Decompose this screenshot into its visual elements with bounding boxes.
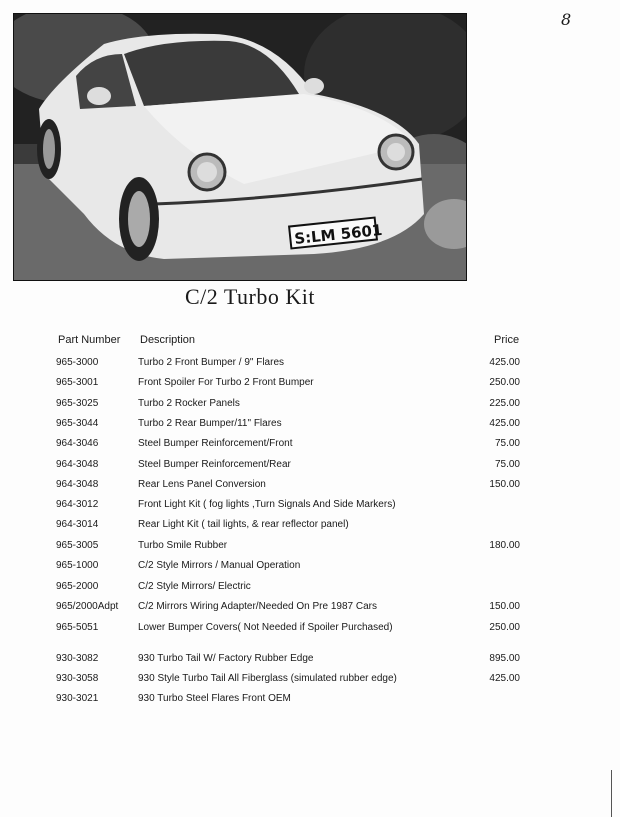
part-number: 964-3014 [56,519,99,530]
table-row [0,438,620,454]
part-number: 930-3021 [56,693,99,704]
table-row [0,479,620,495]
table-row [0,673,620,689]
description: C/2 Style Mirrors/ Electric [138,581,251,592]
part-number: 965-5051 [56,622,99,633]
table-row [0,519,620,535]
price: 225.00 [489,398,520,409]
part-number: 965-3005 [56,540,99,551]
page-number: 8 [561,10,572,29]
table-row [0,377,620,393]
description: 930 Style Turbo Tail All Fiberglass (simulated rubber edge) [138,673,397,684]
part-number: 965-3000 [56,357,99,368]
price: 250.00 [489,377,520,388]
table-row [0,357,620,373]
price: 425.00 [489,418,520,429]
price: 425.00 [489,357,520,368]
page-title: C/2 Turbo Kit [185,284,315,309]
table-row [0,459,620,475]
part-number: 965-3025 [56,398,99,409]
table-row [0,653,620,669]
price: 250.00 [489,622,520,633]
price: 150.00 [489,479,520,490]
license-plate: S:LM 5601 [293,220,384,249]
table-row [0,581,620,597]
price: 180.00 [489,540,520,551]
part-number: 965-3001 [56,377,99,388]
table-row [0,499,620,515]
description: 930 Turbo Tail W/ Factory Rubber Edge [138,653,314,664]
table-row [0,398,620,414]
description: Steel Bumper Reinforcement/Front [138,438,293,449]
description: Steel Bumper Reinforcement/Rear [138,459,291,470]
description: C/2 Style Mirrors / Manual Operation [138,560,301,571]
table-row [0,693,620,709]
column-header-part-number: Part Number [58,334,121,346]
part-number: 930-3058 [56,673,99,684]
price: 150.00 [489,601,520,612]
table-row [0,418,620,434]
table-row [0,560,620,576]
table-row [0,622,620,638]
description: Front Spoiler For Turbo 2 Front Bumper [138,377,314,388]
description: Turbo 2 Rear Bumper/11" Flares [138,418,282,429]
part-number: 965-1000 [56,560,99,571]
column-header-price: Price [494,334,520,346]
part-number: 964-3046 [56,438,99,449]
description: Front Light Kit ( fog lights ,Turn Signals And Side Markers) [138,499,396,510]
part-number: 965-2000 [56,581,99,592]
price: 75.00 [494,459,520,470]
table-row [0,601,620,617]
car-photo [13,13,467,281]
part-number: 930-3082 [56,653,99,664]
part-number: 964-3048 [56,459,99,470]
scan-edge-line [611,770,612,817]
description: 930 Turbo Steel Flares Front OEM [138,693,291,704]
description: Turbo 2 Rocker Panels [138,398,240,409]
description: Rear Light Kit ( tail lights, & rear reflector panel) [138,519,349,530]
description: C/2 Mirrors Wiring Adapter/Needed On Pre 1987 Cars [138,601,377,612]
price: 425.00 [489,673,520,684]
part-number: 964-3012 [56,499,99,510]
column-header-description: Description [140,334,196,346]
table-row [0,540,620,556]
description: Lower Bumper Covers( Not Needed if Spoiler Purchased) [138,622,393,633]
price: 895.00 [489,653,520,664]
description: Turbo 2 Front Bumper / 9" Flares [138,357,285,368]
part-number: 964-3048 [56,479,99,490]
description: Turbo Smile Rubber [138,540,228,551]
price: 75.00 [494,438,520,449]
description: Rear Lens Panel Conversion [138,479,266,490]
part-number: 965/2000Adpt [56,601,119,612]
part-number: 965-3044 [56,418,99,429]
